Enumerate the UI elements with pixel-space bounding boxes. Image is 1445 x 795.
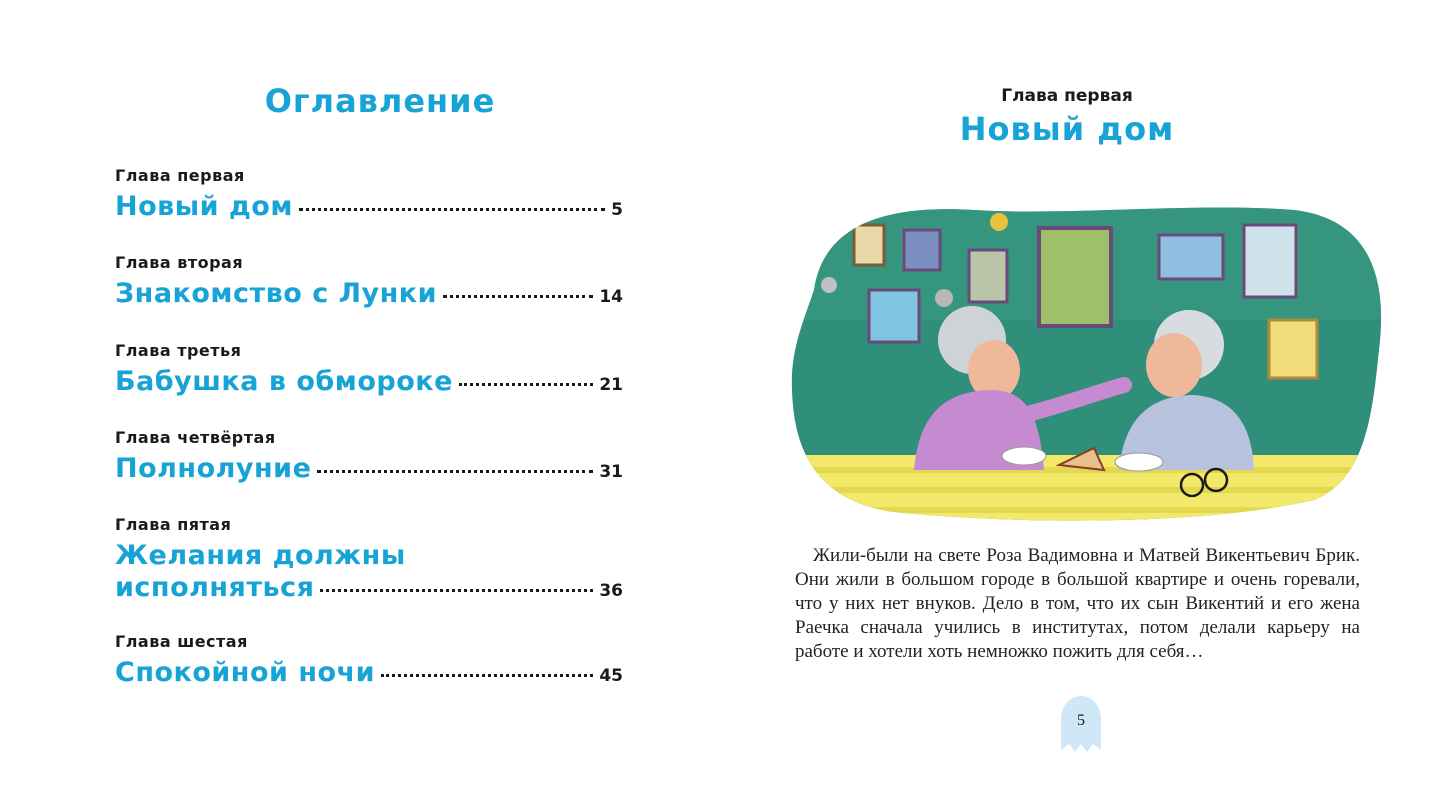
toc-entry-page: 5 [611, 200, 623, 220]
toc-entry-6[interactable] [115, 632, 623, 690]
toc-entry-page: 14 [599, 287, 623, 307]
toc-page [0, 0, 722, 795]
toc-entry-name-line2: исполняться [115, 572, 315, 603]
toc-leader-dots [317, 470, 593, 473]
toc-entry-4[interactable] [115, 428, 623, 486]
toc-entry-name: Новый дом [115, 191, 293, 222]
toc-leader-dots [299, 208, 605, 211]
toc-entry-label: Глава первая [115, 166, 245, 185]
toc-entry-1[interactable] [115, 166, 623, 224]
chapter-paragraph: Жили-были на свете Роза Вадимовна и Матвей Викентьевич Брик. Они жили в большом городе в большой квартире и очень горевали, что у них нет внуков. Дело в том, что их сын Викентий и его жена Раечка сначала учились в институтах, потом делали карьеру на работе и хотели хоть немножко пожить для себя… [795, 545, 1360, 662]
toc-entry-page: 21 [599, 375, 623, 395]
toc-entry-name: Бабушка в обмороке [115, 366, 453, 397]
toc-entry-label: Глава пятая [115, 515, 232, 534]
chapter-label: Глава первая [1001, 86, 1133, 106]
toc-entry-label: Глава четвёртая [115, 428, 276, 447]
chapter-title: Новый дом [959, 110, 1175, 148]
toc-entry-name: Знакомство с Лунки [115, 278, 438, 309]
toc-entry-2[interactable] [115, 253, 623, 311]
toc-leader-dots [381, 674, 593, 677]
toc-leader-dots [320, 589, 593, 592]
toc-entry-5[interactable] [115, 515, 623, 605]
toc-entry-page: 31 [599, 462, 623, 482]
chapter-illustration [774, 180, 1394, 525]
toc-leader-dots [443, 295, 593, 298]
toc-title: Оглавление [264, 82, 496, 120]
toc-entry-page: 45 [599, 666, 623, 686]
chapter-body-text [795, 544, 1360, 664]
toc-entry-label: Глава шестая [115, 632, 248, 651]
page-number: 5 [1077, 712, 1085, 729]
chapter-page [722, 0, 1445, 795]
toc-entry-name: Спокойной ночи [115, 657, 375, 688]
toc-entry-label: Глава вторая [115, 253, 244, 272]
toc-entry-label: Глава третья [115, 341, 242, 360]
toc-entry-name: Полнолуние [115, 453, 312, 484]
toc-leader-dots [459, 383, 593, 386]
page-number-badge [1055, 694, 1107, 756]
toc-entry-name-line1: Желания должны [115, 540, 406, 571]
toc-entry-3[interactable] [115, 341, 623, 399]
toc-entry-page: 36 [599, 581, 623, 601]
